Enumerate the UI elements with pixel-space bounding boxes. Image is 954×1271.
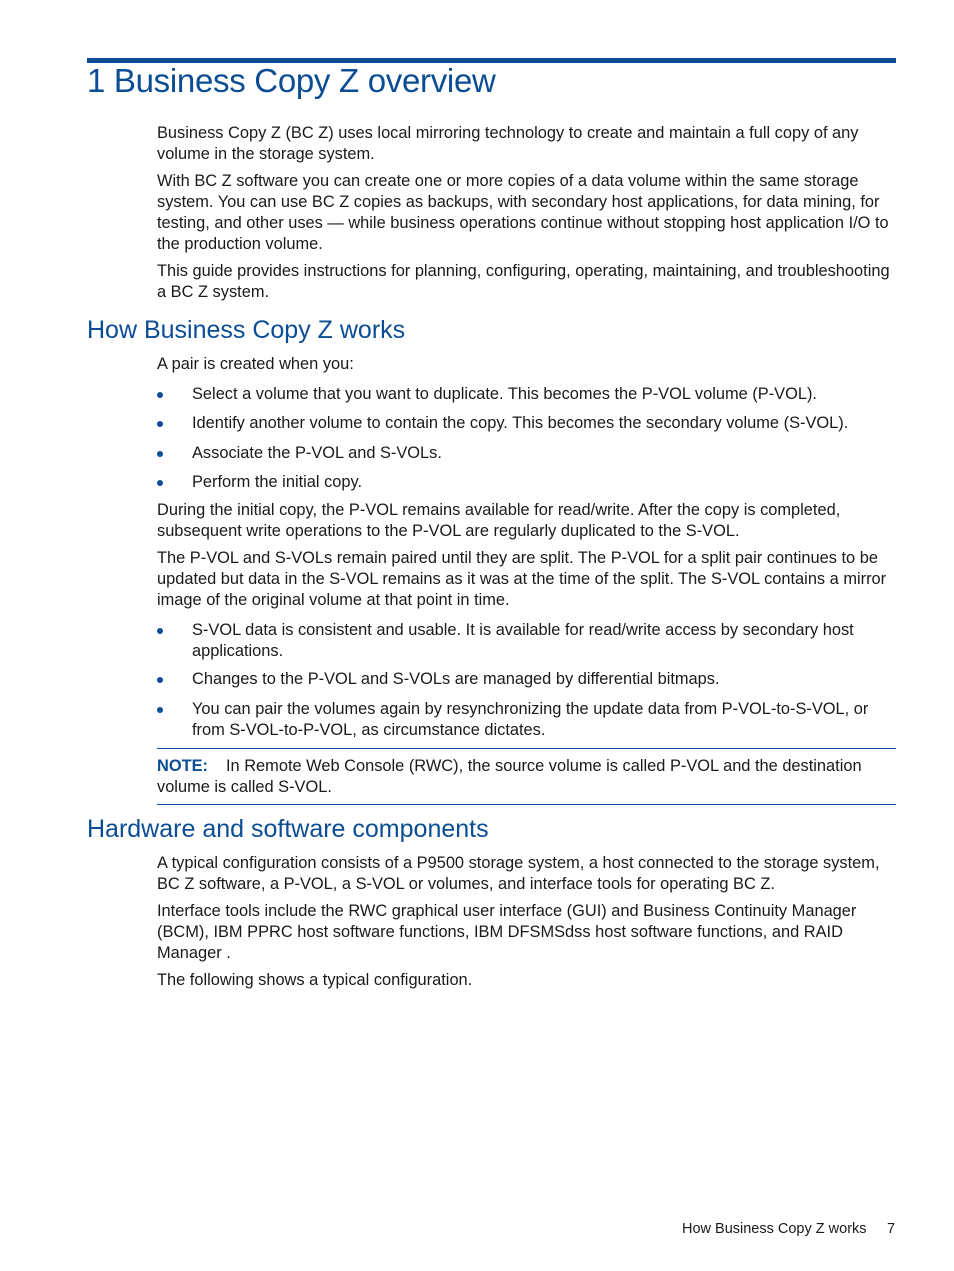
note-label: NOTE: <box>157 757 208 775</box>
list-item-text: You can pair the volumes again by resynchronizing the update data from P-VOL-to-S-VOL, or from S-VOL-to-P-VOL, as circumstance dictates. <box>192 700 869 739</box>
chapter-title: 1 Business Copy Z overview <box>87 62 496 99</box>
intro-paragraph-1: Business Copy Z (BC Z) uses local mirroring technology to create and maintain a full copy of any volume in the storage system. <box>157 124 859 163</box>
list-item-text: S-VOL data is consistent and usable. It is available for read/write access by secondary host applications. <box>192 621 854 660</box>
section-heading-how-it-works: How Business Copy Z works <box>87 316 406 344</box>
intro-paragraph-3: This guide provides instructions for planning, configuring, operating, maintaining, and troubleshooting a BC Z system. <box>157 262 890 301</box>
list-item-text: Identify another volume to contain the copy. This becomes the secondary volume (S-VOL). <box>192 414 849 432</box>
list-item-text: Select a volume that you want to duplicate. This becomes the P-VOL volume (P-VOL). <box>192 385 817 403</box>
list-item-text: Associate the P-VOL and S-VOLs. <box>192 444 442 462</box>
section2-paragraph-3: The following shows a typical configuration. <box>157 971 473 989</box>
section1-paragraph-2: The P-VOL and S-VOLs remain paired until they are split. The P-VOL for a split pair continues to be updated but data in the S-VOL remains as it was at the time of the split. The S-VOL contains a mirror image of the original volume at that point in time. <box>157 549 887 609</box>
intro-paragraph-2: With BC Z software you can create one or more copies of a data volume within the same storage system. You can use BC Z copies as backups, with secondary host applications, for data mining, for testing, and other uses — while business operations continue without stopping host application I/O to the production volume. <box>157 172 889 253</box>
section1-lead: A pair is created when you: <box>157 355 354 373</box>
section2-paragraph-2: Interface tools include the RWC graphical user interface (GUI) and Business Continuity Manager (BCM), IBM PPRC host software functions, IBM DFSMSdss host software functions, and RAID Manager . <box>157 902 857 962</box>
note-text: In Remote Web Console (RWC), the source volume is called P-VOL and the destination volume is called S-VOL. <box>157 757 862 796</box>
section2-paragraph-1: A typical configuration consists of a P9500 storage system, a host connected to the storage system, BC Z software, a P-VOL, a S-VOL or volumes, and interface tools for operating BC Z. <box>157 854 880 893</box>
bullet-icon <box>157 451 163 457</box>
bullet-icon <box>157 392 163 398</box>
bullet-icon <box>157 677 163 683</box>
bullet-icon <box>157 480 163 486</box>
section-heading-components: Hardware and software components <box>87 815 489 843</box>
note-content <box>157 756 896 798</box>
list-item-text: Perform the initial copy. <box>192 473 363 491</box>
bullet-icon <box>157 707 163 713</box>
bullet-icon <box>157 628 163 634</box>
section1-paragraph-1: During the initial copy, the P-VOL remains available for read/write. After the copy is completed, subsequent write operations to the P-VOL are regularly duplicated to the S-VOL. <box>157 501 841 540</box>
footer-section-name: How Business Copy Z works <box>682 1221 867 1237</box>
page-number: 7 <box>887 1221 896 1237</box>
note-box <box>157 748 896 805</box>
list-item-text: Changes to the P-VOL and S-VOLs are managed by differential bitmaps. <box>192 670 720 688</box>
bullet-icon <box>157 421 163 427</box>
